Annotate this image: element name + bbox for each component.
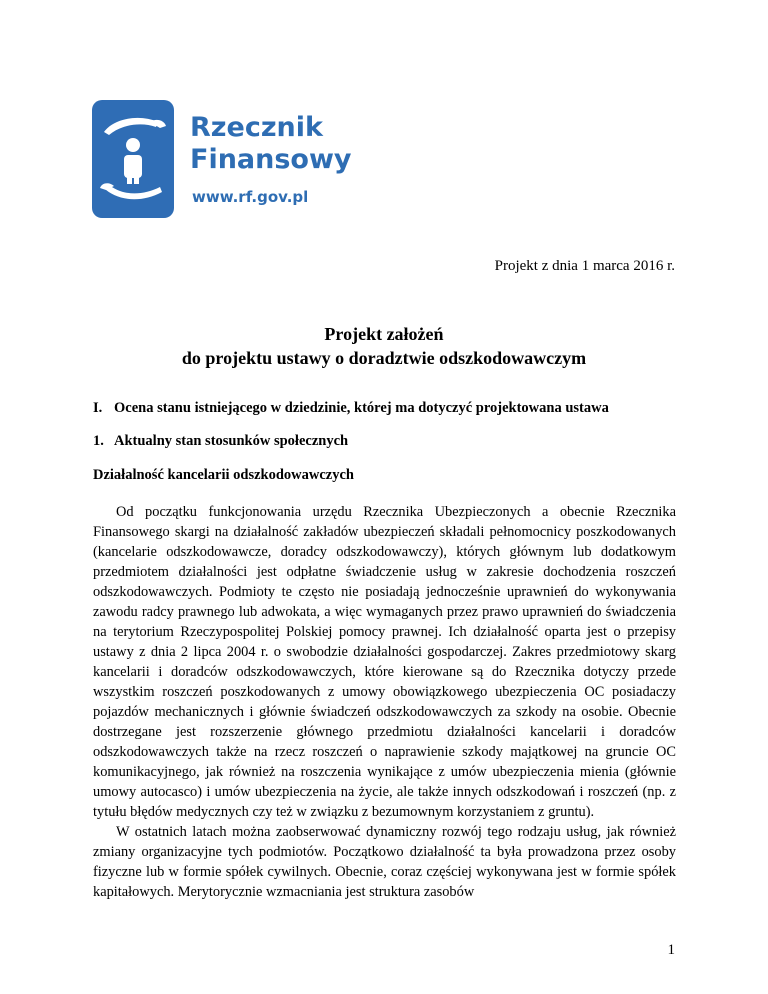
rzecznik-finansowy-logo <box>92 100 372 220</box>
section-title: Ocena stanu istniejącego w dziedzinie, której ma dotyczyć projektowana ustawa <box>114 400 609 416</box>
logo-line-1: Rzecznik <box>190 112 323 143</box>
document-title <box>0 322 768 370</box>
subheading: Działalność kancelarii odszkodowawczych <box>93 467 354 483</box>
logo-line-2: Finansowy <box>190 144 352 175</box>
subsection-number: 1. <box>93 433 104 449</box>
subsection-title: Aktualny stan stosunków społecznych <box>114 433 349 449</box>
title-line-2: do projektu ustawy o doradztwie odszkodowawczym <box>181 348 587 368</box>
title-line-1: Projekt założeń <box>324 324 444 344</box>
logo-emblem <box>92 100 174 218</box>
logo-url: www.rf.gov.pl <box>192 188 309 206</box>
hands-person-icon <box>92 100 174 218</box>
logo-text <box>190 112 352 176</box>
section-heading-1 <box>93 400 609 417</box>
paragraph: W ostatnich latach można zaobserwować dynamiczny rozwój tego rodzaju usług, jak również zmiany organizacyjne tych podmiotów. Początkowo działalność ta była prowadzona przez osoby fizyczne lub w formie spółek cywilnych. Obecnie, coraz częściej wykonywana jest w formie spółek kapitałowych. Merytorycznie wzmacniania jest struktura zasobów <box>93 824 676 900</box>
body-text <box>93 502 676 902</box>
document-date: Projekt z dnia 1 marca 2016 r. <box>494 258 675 274</box>
section-heading-1-1 <box>93 433 348 450</box>
paragraph: Od początku funkcjonowania urzędu Rzecznika Ubezpieczonych a obecnie Rzecznika Finansowego skargi na działalność zakładów ubezpieczeń składali pełnomocnicy poszkodowanych (kancelarie odszkodowawcze, doradcy odszkodowawczy), których głównym lub dodatkowym przedmiotem działalności jest odpłatne świadczenie usług w zakresie dochodzenia roszczeń odszkodowawczych. Podmioty te często nie posiadają jednocześnie uprawnień do wykonywania zawodu radcy prawnego lub adwokata, a więc wymaganych przez prawo uprawnień do świadczenia na terytorium Rzeczypospolitej Polskiej pomocy prawnej. Ich działalność oparta jest o przepisy ustawy z dnia 2 lipca 2004 r. o swobodzie działalności gospodarczej. Zakres przedmiotowy skarg kancelarii i doradców odszkodowawczych, które kierowane są do Rzecznika dotyczy przede wszystkim roszczeń poszkodowanych z umowy obowiązkowego ubezpieczenia OC posiadaczy pojazdów mechanicznych i głównie świadczeń odszkodowawczych za szkody na osobie. Obecnie dostrzegane jest rozszerzenie głównego przedmiotu działalności kancelarii i doradców odszkodowawczych także na rzecz roszczeń o naprawienie szkody majątkowej na gruncie OC komunikacyjnego, jak również na roszczenia wynikające z umów ubezpieczenia mienia (głównie umowy autocasco) i umów ubezpieczenia na życie, ale także innych odszkodowań i roszczeń (np. z tytułu błędów medycznych czy też w związku z bezumownym korzystaniem z gruntu). <box>93 504 676 820</box>
section-number: I. <box>93 400 103 416</box>
page-number: 1 <box>667 942 675 958</box>
